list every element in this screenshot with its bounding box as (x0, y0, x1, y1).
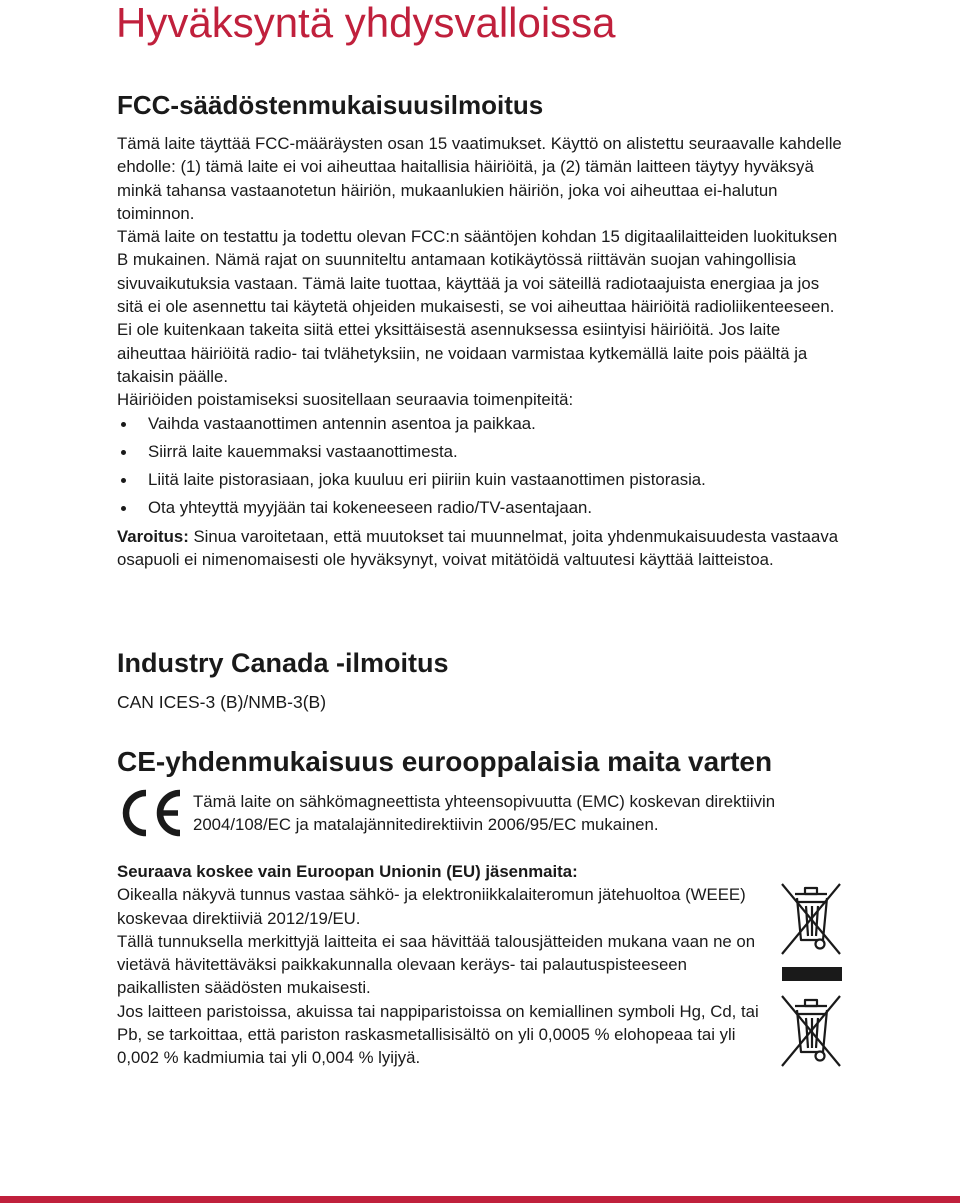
bullet-icon (121, 450, 126, 455)
bullet-icon (121, 422, 126, 427)
industry-canada-heading: Industry Canada -ilmoitus (117, 648, 449, 678)
fcc-measures-list (117, 412, 847, 520)
eu-paragraph-2: Tällä tunnuksella merkittyjä laitteita ei saa hävittää talousjätteiden mukana vaan ne on vietävä hävitettäväksi paikkakunnalla olevaan keräys- tai palautuspisteeseen paikallisten säädösten mukaisesti. (117, 931, 756, 998)
fcc-paragraph-1: Tämä laite täyttää FCC-määräysten osan 15 vaatimukset. Käyttö on alistettu seuraavalle kahdelle ehdolle: (1) tämä laite ei voi aiheuttaa haitallisia häiriöitä, ja (2) tämän laitteen täytyy hyväksyä minkä tahansa vastaanotetun häiriön, mukaanlukien häiriön, joka voi aiheuttaa ei-halutun toiminnon. (117, 134, 842, 223)
crossed-out-wheelie-bin-icon (778, 880, 844, 958)
industry-canada-text: CAN ICES-3 (B)/NMB-3(B) (117, 692, 327, 712)
page-title: Hyväksyntä yhdysvalloissa (116, 0, 616, 46)
ce-text: Tämä laite on sähkömagneettista yhteensopivuutta (EMC) koskevan direktiivin 2004/108/EC ja matalajännitedirektiivin 2006/95/EC mukainen. (193, 792, 776, 835)
bullet-icon (121, 506, 126, 511)
ce-heading: CE-yhdenmukaisuus eurooppalaisia maita varten (117, 746, 773, 777)
eu-paragraph-1: Oikealla näkyvä tunnus vastaa sähkö- ja elektroniikkalaiteromun jätehuoltoa (WEEE) koskevaa direktiiviä 2012/19/EU. (117, 885, 746, 928)
fcc-warning (117, 525, 847, 572)
warning-label: Varoitus: (117, 526, 189, 546)
list-item-text: Siirrä laite kauemmaksi vastaanottimesta. (148, 441, 458, 461)
crossed-out-wheelie-bin-icon (778, 992, 844, 1070)
eu-heading: Seuraava koskee vain Euroopan Unionin (EU) jäsenmaita: (117, 862, 578, 881)
fcc-heading: FCC-säädöstenmukaisuusilmoitus (117, 90, 544, 120)
footer-accent-bar (0, 1196, 960, 1203)
warning-text: Sinua varoitetaan, että muutokset tai muunnelmat, joita yhdenmukaisuudesta vastaava osapuoli ei nimenomaisesti ole hyväksynyt, voivat mitätöidä valtuutesi käyttää laitteistoa. (117, 526, 839, 570)
fcc-paragraph-3: Häiriöiden poistamiseksi suositellaan seuraavia toimenpiteitä: (117, 390, 574, 410)
list-item (117, 412, 847, 435)
list-item-text: Vaihda vastaanottimen antennin asentoa ja paikkaa. (148, 413, 536, 433)
bullet-icon (121, 478, 126, 483)
list-item (117, 440, 847, 463)
list-item-text: Liitä laite pistorasiaan, joka kuuluu eri piiriin kuin vastaanottimen pistorasia. (148, 470, 706, 490)
list-item-text: Ota yhteyttä myyjään tai kokeneeseen radio/TV-asentajaan. (148, 498, 593, 518)
fcc-section (117, 132, 847, 571)
weee-bar (782, 967, 842, 981)
ce-mark-icon (116, 789, 184, 837)
list-item (117, 468, 847, 491)
eu-paragraph-3: Jos laitteen paristoissa, akuissa tai nappiparistoissa on kemiallinen symboli Hg, Cd, tai Pb, se tarkoittaa, että pariston raskasmetallisisältö on yli 0,0005 % elohopeaa tai yli 0,002 % kadmiumia tai yli 0,004 % lyijyä. (117, 1001, 759, 1068)
fcc-paragraph-2: Tämä laite on testattu ja todettu olevan FCC:n sääntöjen kohdan 15 digitaalilaitteiden luokituksen B mukainen. Nämä rajat on suunniteltu antamaan kotikäytössä riittävän suojan vahingollisia sivuvaikutuksia vastaan. Tämä laite tuottaa, käyttää ja voi säteillä radiotaajuista energiaa ja jos sitä ei ole asennettu tai käytetä ohjeiden mukaisesti, se voi aiheuttaa häiriöitä radioliikenteeseen. Ei ole kuitenkaan takeita siitä ettei yksittäisestä asennuksessa esiintyisi häiriöitä. Jos laite aiheuttaa häiriöitä radio- tai tvlähetyksiin, ne voidaan varmistaa kytkemällä laite pois päältä ja takaisin päälle. (117, 227, 838, 386)
eu-section (117, 860, 767, 1070)
list-item (117, 496, 847, 519)
